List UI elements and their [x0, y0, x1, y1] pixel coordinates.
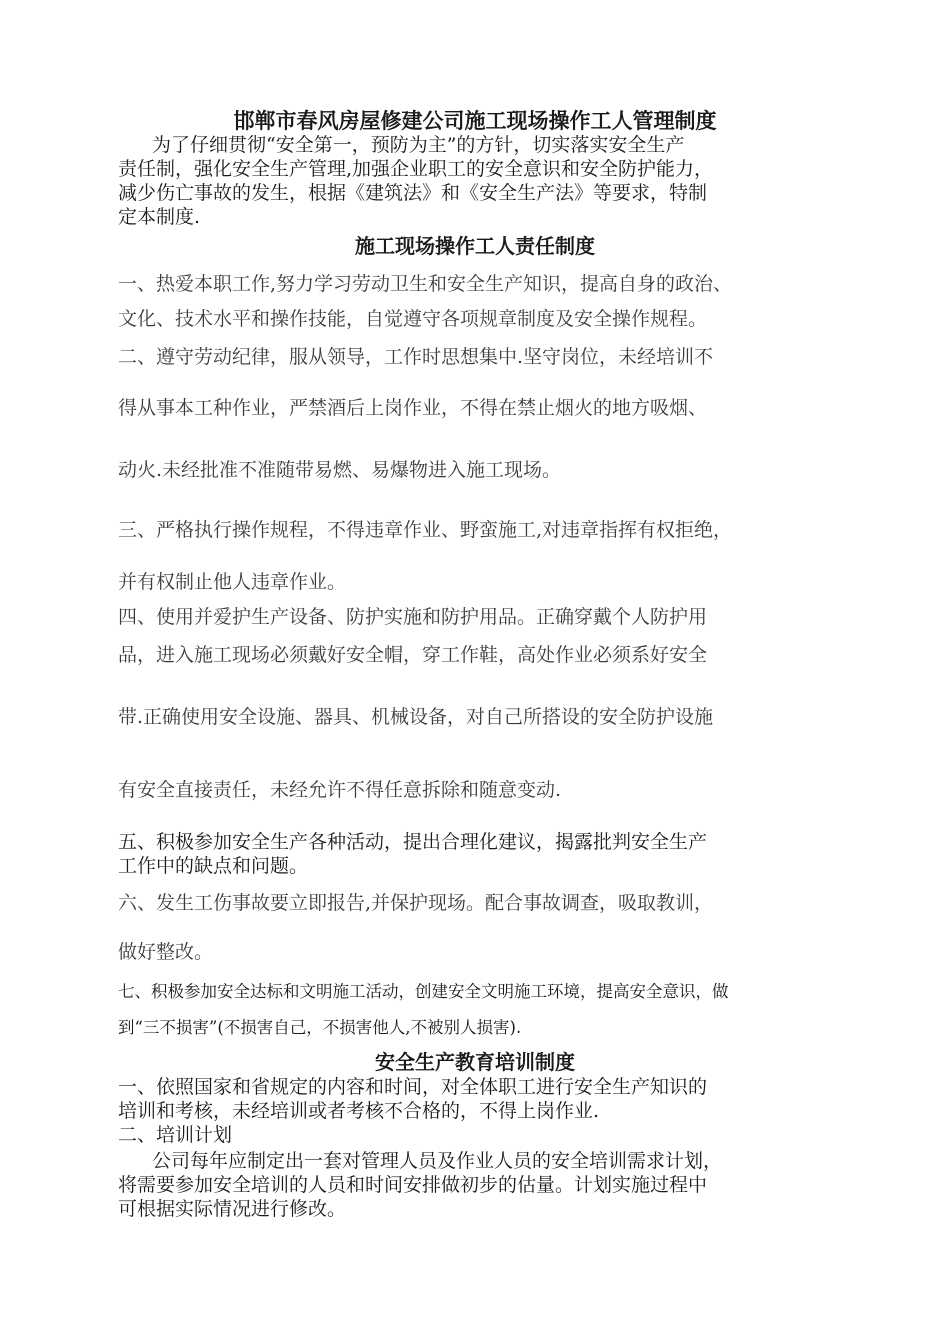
- clause-line: 二、遵守劳动纪律，服从领导，工作时思想集中.坚守岗位，未经培训不: [118, 346, 714, 368]
- training-line: 公司每年应制定出一套对管理人员及作业人员的安全培训需求计划，: [152, 1150, 723, 1172]
- document-title: 邯郸市春风房屋修建公司施工现场操作工人管理制度: [233, 109, 717, 133]
- training-line: 培训和考核，未经培训或者考核不合格的，不得上岗作业.: [118, 1100, 600, 1122]
- clause-line: 动火.未经批准不准随带易燃、易爆物进入施工现场。: [118, 459, 562, 481]
- intro-line: 定本制度.: [118, 206, 201, 228]
- clause-line: 做好整改。: [118, 941, 214, 963]
- intro-line: 减少伤亡事故的发生，根据《建筑法》和《安全生产法》等要求，特制: [118, 182, 708, 204]
- clause-line: 四、使用并爱护生产设备、防护实施和防护用品。正确穿戴个人防护用: [118, 606, 708, 628]
- clause-line: 品，进入施工现场必须戴好安全帽，穿工作鞋，高处作业必须系好安全: [118, 644, 708, 666]
- clause-line: 六、发生工伤事故要立即报告,并保护现场。配合事故调查，吸取教训，: [118, 892, 714, 914]
- clause-line: 工作中的缺点和问题。: [118, 855, 309, 877]
- training-line: 可根据实际情况进行修改。: [118, 1198, 347, 1220]
- clause-line: 有安全直接责任，未经允许不得任意拆除和随意变动.: [118, 779, 562, 801]
- clause-line: 三、严格执行操作规程，不得违章作业、野蛮施工,对违章指挥有权拒绝，: [118, 519, 733, 541]
- clause-line: 得从事本工种作业，严禁酒后上岗作业，不得在禁止烟火的地方吸烟、: [118, 397, 708, 419]
- clause-line: 并有权制止他人违章作业。: [118, 571, 347, 593]
- clause-line: 到“三不损害”(不损害自己，不损害他人,不被别人损害).: [118, 1018, 522, 1037]
- clause-line: 七、积极参加安全达标和文明施工活动，创建安全文明施工环境，提高安全意识，做: [118, 982, 729, 1001]
- clause-line: 五、积极参加安全生产各种活动，提出合理化建议，揭露批判安全生产: [118, 831, 708, 853]
- intro-line: 为了仔细贯彻“安全第一，预防为主”的方针，切实落实安全生产: [152, 134, 685, 156]
- clause-line: 一、热爱本职工作,努力学习劳动卫生和安全生产知识，提高自身的政治、: [118, 273, 733, 295]
- training-line: 二、培训计划: [118, 1124, 233, 1146]
- training-line: 将需要参加安全培训的人员和时间安排做初步的估量。计划实施过程中: [118, 1174, 708, 1196]
- training-line: 一、依照国家和省规定的内容和时间，对全体职工进行安全生产知识的: [118, 1076, 708, 1098]
- section-heading: 安全生产教育培训制度: [375, 1050, 575, 1074]
- intro-line: 责任制，强化安全生产管理,加强企业职工的安全意识和安全防护能力，: [118, 158, 714, 180]
- clause-line: 文化、技术水平和操作技能，自觉遵守各项规章制度及安全操作规程。: [118, 308, 708, 330]
- clause-line: 带.正确使用安全设施、器具、机械设备，对自己所搭设的安全防护设施: [118, 706, 714, 728]
- section-heading: 施工现场操作工人责任制度: [355, 234, 595, 258]
